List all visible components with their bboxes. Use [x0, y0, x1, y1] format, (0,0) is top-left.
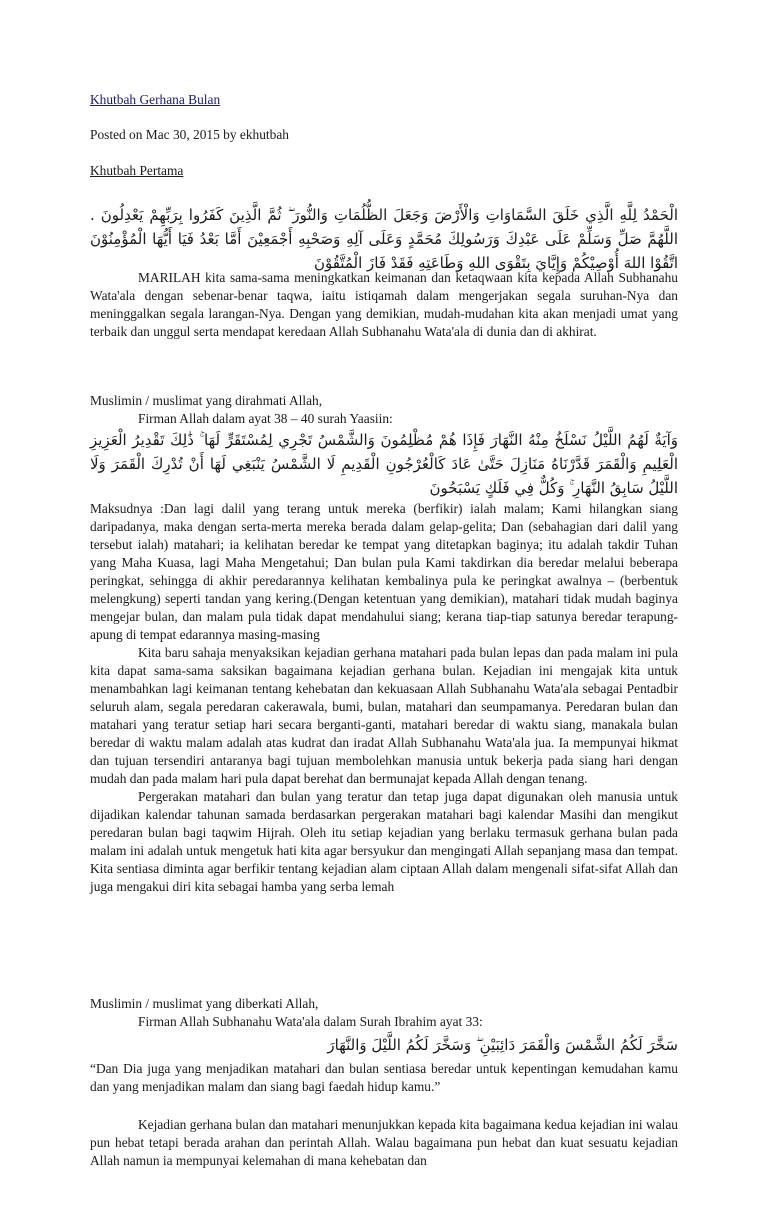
marilah-block — [90, 269, 678, 341]
kejadian-block — [90, 1116, 678, 1170]
maksudnya-block — [90, 500, 678, 896]
arabic-opening-block — [90, 203, 678, 275]
arabic-ibrahim-block — [90, 1033, 678, 1057]
paragraph-marilah: MARILAH kita sama-sama meningkatkan keimanan dan ketaqwaan kita kepada Allah Subhanahu Wata'ala dengan sebenar-benar taqwa, iaitu istiqamah dalam mengerjakan segala suruhan-Nya dan meninggalkan segala larangan-Nya. Dengan yang demikian, mudah-mudahan kita akan menjadi umat yang terbaik dan unggul serta mendapat keredaan Allah Subhanahu Wata'ala di dunia dan di akhirat. — [90, 270, 678, 339]
greeting-block-1 — [90, 392, 678, 428]
greeting-2: Muslimin / muslimat yang diberkati Allah, — [90, 996, 319, 1011]
quote-dan: “Dan Dia juga yang menjadikan matahari dan bulan sentiasa beredar untuk kepentingan kemudahan kamu dan yang menjadikan malam dan siang bagi faedah hidup kamu.” — [90, 1061, 678, 1094]
paragraph-kejadian: Kejadian gerhana bulan dan matahari menunjukkan kepada kita bagaimana kedua kejadian ini walau pun hebat tetapi berada arahan dan perintah Allah. Walau bagaimana pun hebat dan kuat sesuatu kejadian Allah namun ia mempunyai kelemahan di mana kehebatan dan — [90, 1117, 678, 1168]
firman-1: Firman Allah dalam ayat 38 – 40 surah Yaasiin: — [138, 411, 393, 426]
firman-2: Firman Allah Subhanahu Wata'ala dalam Surah Ibrahim ayat 33: — [138, 1014, 483, 1029]
posted-info: Posted on Mac 30, 2015 by ekhutbah — [90, 127, 289, 142]
paragraph-maksudnya: Maksudnya :Dan lagi dalil yang terang untuk mereka (berfikir) ialah malam; Kami hilangkan siang daripadanya, maka dengan serta-merta mereka berada dalam gelap-gelita; Dan (sebahagian dari dalil yang tersebut ialah) matahari; ia kelihatan beredar ke tempat yang ditetapkan baginya; itu adalah takdir Tuhan yang Maha Kuasa, lagi Maha Mengetahui; Dan bulan pula Kami takdirkan dia beredar melalui beberapa peringkat, sehingga di akhir peredarannya kelihatan kembalinya pula ke peringkat awalnya – (berbentuk melengkung) seperti tandan yang kering.(Dengan ketentuan yang demikian), matahari tidak mudah baginya mengejar bulan, dan malam pula tidak dapat mendahului siang; kerana tiap-tiap satunya beredar terapung-apung di tempat edarannya masing-masing — [90, 501, 678, 642]
greeting-block-2 — [90, 995, 678, 1031]
greeting-1: Muslimin / muslimat yang dirahmati Allah, — [90, 393, 323, 408]
paragraph-kita: Kita baru sahaja menyaksikan kejadian gerhana matahari pada bulan lepas dan pada malam ini pula kita dapat sama-sama saksikan bagaimana kejadian gerhana bulan. Kejadian ini mengajak kita untuk menambahkan lagi keimanan tentang kehebatan dan kekuasaan Allah Subhanahu Wata'ala sebagai Pentadbir seluruh alam, segala peredaran cakerawala, bumi, bulan, matahari dan seumpamanya. Peredaran bulan dan matahari yang teratur setiap hari secara berganti-ganti, matahari beredar di waktu siang, manakala bulan beredar di waktu malam adalah atas kudrat dan iradat Allah Subhanahu Wata'ala jua. Ia mempunyai hikmat dan tujuan tersendiri antaranya bagi tujuan membolehkan manusia untuk bekerja pada siang hari dengan mudah dan pada malam hari pula dapat berehat dan bermunajat kepada Allah dengan tenang. — [90, 645, 678, 786]
paragraph-pergerakan: Pergerakan matahari dan bulan yang teratur dan tetap juga dapat digunakan oleh manusia untuk dijadikan kalendar tahunan samada berdasarkan pergerakan matahari bagi kalendar Masihi dan mengikut peredaran bulan bagi taqwim Hijrah. Oleh itu setiap kejadian yang berlaku termasuk gerhana bulan pada malam ini adalah untuk mengetuk hati kita agar bersyukur dan mengingati Allah sepanjang masa dan tempat. Kita sentiasa diminta agar berfikir tentang kejadian alam ciptaan Allah dalam mengenali sifat-sifat Allah dan juga mengakui diri kita sebagai hamba yang serba lemah — [90, 789, 678, 894]
section-heading: Khutbah Pertama — [90, 163, 184, 178]
arabic-ibrahim: سَخَّرَ لَكُمُ الشَّمْسَ وَالْقَمَرَ دَائِبَيْنِ ۖ وَسَخَّرَ لَكُمُ اللَّيْلَ وَالنَّهَارَ — [327, 1036, 678, 1054]
quote-block — [90, 1060, 678, 1096]
post-title-link[interactable]: Khutbah Gerhana Bulan — [90, 92, 221, 107]
arabic-yasin-block — [90, 428, 678, 500]
arabic-yasin: وَآيَةٌ لَهُمُ اللَّيْلُ نَسْلَخُ مِنْهُ النَّهَارَ فَإِذَا هُمْ مُظْلِمُونَ وَالشَّمْسُ تَجْرِي لِمُسْتَقَرٍّ لَهَا ۚ ذَٰلِكَ تَقْدِيرُ الْعَزِيزِ الْعَلِيمِ وَالْقَمَرَ قَدَّرْنَاهُ مَنَازِلَ حَتَّىٰ عَادَ كَالْعُرْجُونِ الْقَدِيمِ لَا الشَّمْسُ يَنْبَغِي لَهَا أَنْ تُدْرِكَ الْقَمَرَ وَلَا اللَّيْلُ سَابِقُ النَّهَارِ ۚ وَكُلٌّ فِي فَلَكٍ يَسْبَحُونَ — [90, 431, 678, 497]
arabic-opening: الْحَمْدُ لِلَّهِ الَّذِي خَلَقَ السَّمَاوَاتِ وَالْأَرْضَ وَجَعَلَ الظُّلُمَاتِ وَالنُّورَ ۖ ثُمَّ الَّذِينَ كَفَرُوا بِرَبِّهِمْ يَعْدِلُونَ . اللَّهُمَّ صَلِّ وَسَلِّمْ عَلَى عَبْدِكَ وَرَسُولِكَ مُحَمَّدٍ وَعَلَى آلِهِ وَصَحْبِهِ أَجْمَعِيْنَ أَمَّا بَعْدُ فَيَا أَيُّهَا الْمُؤْمِنُوْنَ اتَّقُوْا اللهَ أُوْصِيْكُمْ وَإِيَّايَ بِتَقْوَى اللهِ وَطَاعَتِهِ فَقَدْ فَازَ الْمُتَّقُوْنَ — [90, 206, 678, 272]
